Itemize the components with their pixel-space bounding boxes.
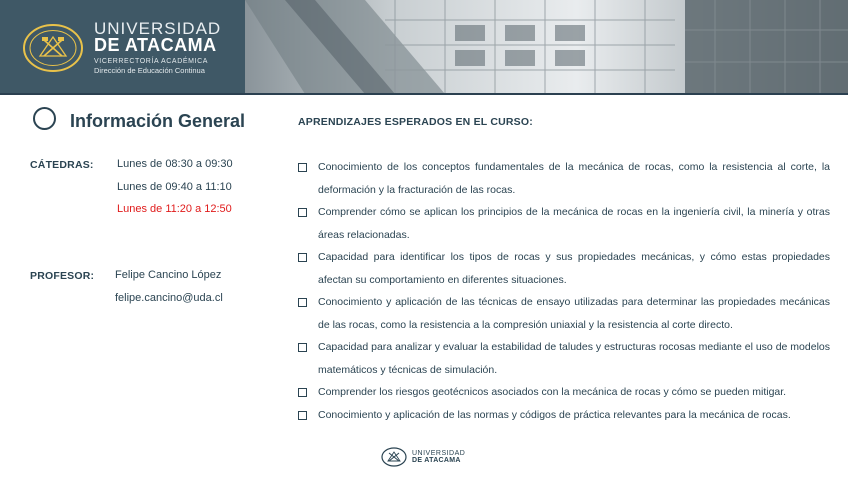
catedras-label: CÁTEDRAS: — [30, 159, 94, 171]
footer-university-line1: UNIVERSIDAD — [412, 450, 466, 457]
profesor-email[interactable]: felipe.cancino@uda.cl — [115, 292, 223, 304]
profesor-label: PROFESOR: — [30, 270, 95, 282]
catedra-schedule-3: Lunes de 11:20 a 12:50 — [117, 203, 232, 215]
learning-outcomes-heading: APRENDIZAJES ESPERADOS EN EL CURSO: — [298, 116, 533, 128]
list-item — [298, 381, 830, 404]
building-illustration — [245, 0, 848, 94]
catedra-schedule-2: Lunes de 09:40 a 11:10 — [117, 181, 232, 193]
checkbox-square-icon — [298, 208, 307, 217]
catedra-schedule-1: Lunes de 08:30 a 09:30 — [117, 158, 233, 170]
list-item-text: Conocimiento de los conceptos fundamentales de la mecánica de rocas, como la resistencia al corte, la deformación y la fracturación de las rocas. — [318, 161, 830, 196]
department-name: Dirección de Educación Continua — [94, 66, 205, 75]
list-item — [298, 201, 830, 246]
checkbox-square-icon — [298, 253, 307, 262]
vice-rectory: VICERRECTORÍA ACADÉMICA — [94, 58, 209, 65]
checkbox-square-icon — [298, 411, 307, 420]
circle-icon — [33, 107, 56, 130]
checkbox-square-icon — [298, 388, 307, 397]
list-item-text: Conocimiento y aplicación de las técnicas de ensayo utilizadas para determinar las propiedades mecánicas de las rocas, como la resistencia a la compresión uniaxial y la resistencia al corte directo. — [318, 296, 830, 331]
learning-outcomes-list — [298, 156, 830, 426]
list-item — [298, 246, 830, 291]
list-item — [298, 156, 830, 201]
footer-logo — [381, 447, 465, 467]
profesor-name: Felipe Cancino López — [115, 269, 222, 281]
banner-divider — [0, 93, 848, 95]
university-name-line2: DE ATACAMA — [94, 35, 217, 55]
list-item-text: Comprender cómo se aplican los principios de la mecánica de rocas en la ingeniería civil, la minería y otras áreas relacionadas. — [318, 206, 830, 241]
footer-university-line2: DE ATACAMA — [412, 457, 461, 464]
header-banner — [0, 0, 848, 94]
university-name-line1: UNIVERSIDAD — [94, 19, 222, 38]
section-title: Información General — [70, 111, 246, 131]
university-seal-icon — [22, 23, 84, 73]
list-item — [298, 404, 830, 427]
university-logo — [22, 20, 221, 75]
list-item — [298, 336, 830, 381]
list-item-text: Capacidad para identificar los tipos de rocas y sus propiedades mecánicas, y cómo estas propiedades afectan su comportamiento en diferentes situaciones. — [318, 251, 830, 286]
list-item-text: Comprender los riesgos geotécnicos asociados con la mecánica de rocas y cómo se pueden mitigar. — [318, 386, 787, 398]
checkbox-square-icon — [298, 298, 307, 307]
list-item — [298, 291, 830, 336]
list-item-text: Conocimiento y aplicación de las normas y códigos de práctica relevantes para la mecánica de rocas. — [318, 408, 791, 421]
checkbox-square-icon — [298, 343, 307, 352]
list-item-text: Capacidad para analizar y evaluar la estabilidad de taludes y estructuras rocosas mediante el uso de modelos matemáticos y técnicas de simulación. — [318, 341, 830, 376]
checkbox-square-icon — [298, 163, 307, 172]
building-photo — [245, 0, 848, 94]
university-seal-icon — [381, 447, 407, 467]
